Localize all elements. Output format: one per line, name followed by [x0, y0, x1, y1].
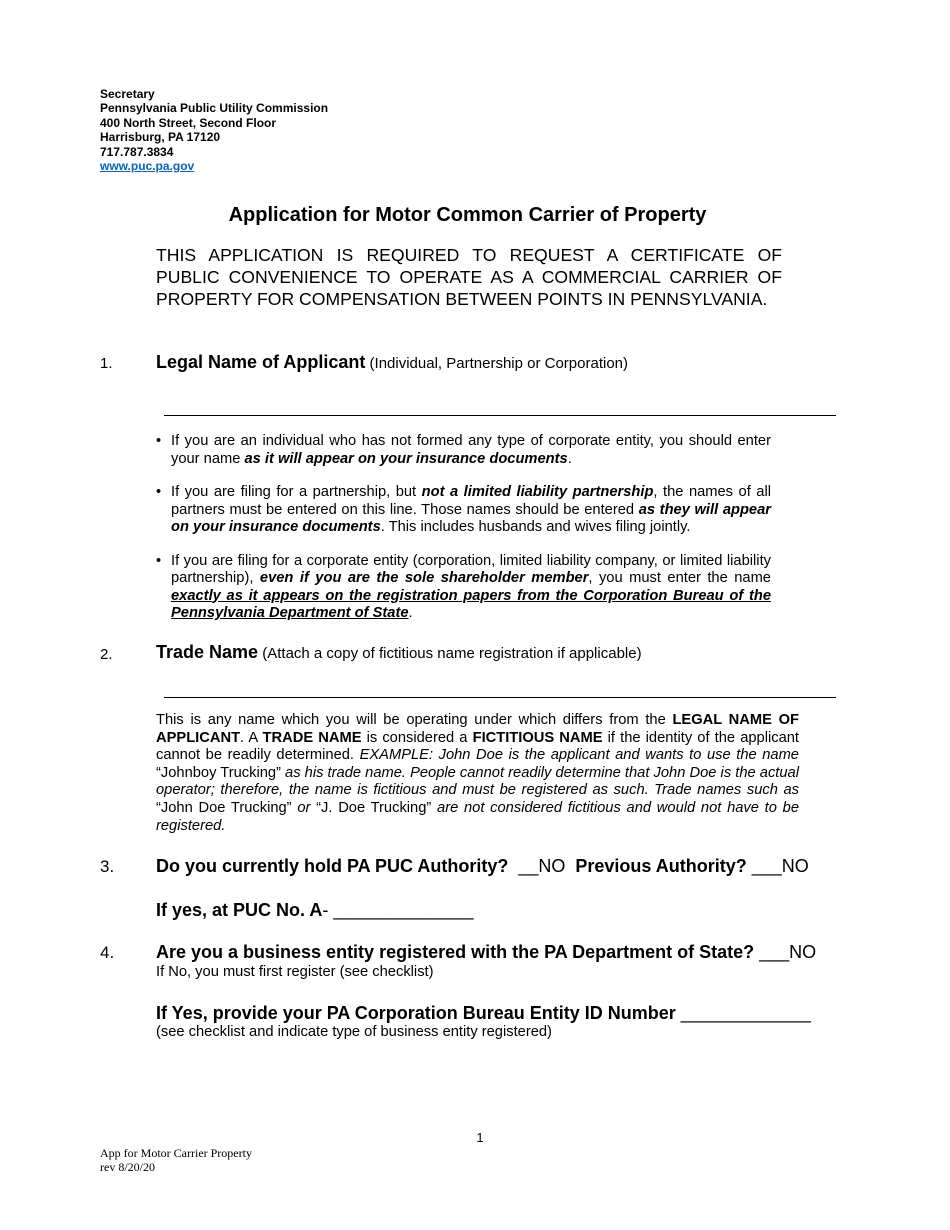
previous-authority-text: Previous Authority? — [575, 856, 747, 876]
list-item: • If you are filing for a corporate entity (corporation, limited liability company, or limited liability partnership), even if you are the sole shareholder member, you must enter the name exactly as it appears on the registration papers from the Corporation Bureau of the Pennsylvania Department of State. — [156, 552, 771, 621]
address-line: Secretary — [100, 87, 155, 101]
current-authority-blank[interactable]: __NO — [508, 856, 576, 876]
legal-name-field[interactable] — [164, 415, 836, 416]
bullet-icon: • — [156, 433, 162, 449]
puc-number-line — [156, 900, 474, 921]
address-phone: 717.787.3834 — [100, 144, 174, 159]
question-1-number: 1. — [100, 355, 113, 372]
legal-name-instructions — [156, 433, 771, 623]
entity-id-blank[interactable]: _____________ — [675, 1003, 811, 1023]
footer-revision: rev 8/20/20 — [100, 1160, 155, 1174]
question-3-text: Do you currently hold PA PUC Authority? — [156, 856, 509, 876]
question-2-heading — [156, 642, 642, 663]
question-2-number: 2. — [100, 646, 113, 663]
entity-id-note: (see checklist and indicate type of business entity registered) — [156, 1024, 552, 1040]
question-1-heading — [156, 352, 628, 373]
document-title: Application for Motor Common Carrier of Property — [228, 204, 707, 226]
page-number: 1 — [476, 1130, 484, 1145]
question-1-label: Legal Name of Applicant — [156, 352, 366, 372]
question-4-note: If No, you must first register (see checklist) — [156, 964, 434, 980]
address-line: Pennsylvania Public Utility Commission — [100, 101, 329, 116]
address-line: 400 North Street, Second Floor — [100, 115, 277, 130]
question-2-hint: (Attach a copy of fictitious name registration if applicable) — [258, 645, 642, 662]
list-item: • If you are an individual who has not formed any type of corporate entity, you should enter your name as it will appear on your insurance documents. — [156, 433, 771, 467]
question-4-line — [156, 942, 816, 963]
previous-authority-blank[interactable]: ___NO — [746, 856, 809, 876]
entity-id-line — [156, 1003, 811, 1024]
bullet-icon: • — [156, 484, 162, 500]
document-footer — [100, 1146, 252, 1174]
trade-name-field[interactable] — [164, 697, 836, 698]
commission-address — [100, 87, 328, 173]
address-line: Harrisburg, PA 17120 — [100, 130, 221, 145]
entity-id-label: If Yes, provide your PA Corporation Bureau Entity ID Number — [156, 1003, 676, 1023]
question-2-label: Trade Name — [156, 642, 259, 662]
puc-number-blank[interactable]: - ______________ — [322, 900, 474, 920]
bullet-icon: • — [156, 552, 162, 569]
list-item: • If you are filing for a partnership, but not a limited liability partnership, the names of all partners must be entered on this line. Those names should be entered as they will appear on your insurance documents. This includes husbands and wives filing jointly. — [156, 484, 771, 535]
website-link[interactable]: www.puc.pa.gov — [100, 159, 195, 174]
question-4-number: 4. — [100, 943, 115, 962]
entity-registered-blank[interactable]: ___NO — [754, 942, 817, 962]
question-3-number: 3. — [100, 857, 115, 876]
question-4-text: Are you a business entity registered with the PA Department of State? — [156, 942, 755, 962]
intro-paragraph: THIS APPLICATION IS REQUIRED TO REQUEST A CERTIFICATE OF PUBLIC CONVENIENCE TO OPERATE AS A COMMERCIAL CARRIER OF PROPERTY FOR COMPENSATION BETWEEN POINTS IN PENNSYLVANIA. — [156, 245, 782, 309]
trade-name-explanation: This is any name which you will be operating under which differs from the LEGAL NAME OF APPLICANT. A TRADE NAME is considered a FICTITIOUS NAME if the identity of the applicant cannot be readily determined. EXAMPLE: John Doe is the applicant and wants to use the name “Johnboy Trucking” as his trade name. People cannot readily determine that John Doe is the actual operator; therefore, the name is fictitious and must be registered as such. Trade names such as “John Doe Trucking” or “J. Doe Trucking” are not considered fictitious and would not have to be registered. — [156, 712, 800, 834]
footer-form-name: App for Motor Carrier Property — [100, 1146, 252, 1160]
question-1-hint: (Individual, Partnership or Corporation) — [365, 355, 628, 372]
question-3-line — [156, 856, 809, 877]
puc-number-label: If yes, at PUC No. A — [156, 900, 323, 920]
